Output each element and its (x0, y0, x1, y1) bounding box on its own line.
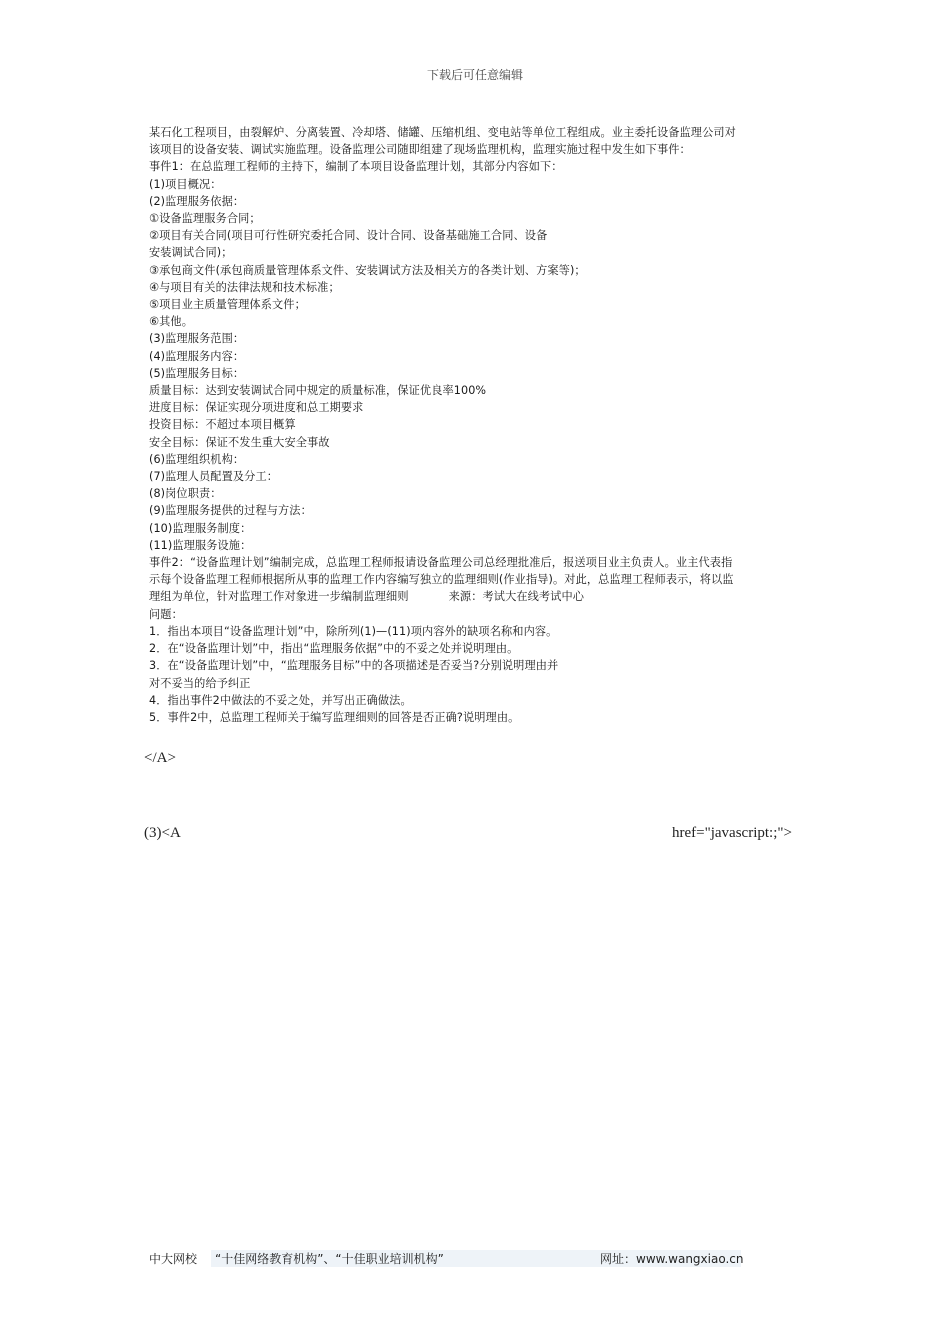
footer-orgs: “十佳网络教育机构”、“十佳职业培训机构” (211, 1250, 741, 1267)
html-close-tag: </A> (144, 750, 176, 766)
paragraph-line: ⑥其他。 (149, 315, 193, 329)
paragraph-line: (6)监理组织机构： (149, 452, 245, 466)
paragraph-line: ③承包商文件(承包商质量管理体系文件、安装调试方法及相关方的各类计划、方案等)； (149, 263, 586, 277)
page-footer (149, 1250, 809, 1268)
paragraph-line: 投资目标：不超过本项目概算 (149, 418, 296, 432)
paragraph-line: (10)监理服务制度： (149, 521, 252, 535)
question-line: 5．事件2中，总监理工程师关于编写监理细则的回答是否正确?说明理由。 (149, 710, 520, 724)
footer-school: 中大网校 (149, 1252, 198, 1266)
paragraph-line: 安装调试合同)； (149, 246, 233, 260)
source-attribution: 来源：考试大在线考试中心 (448, 590, 585, 604)
paragraph-line: (7)监理人员配置及分工： (149, 470, 279, 484)
paragraph-line: ②项目有关合同(项目可行性研究委托合同、设计合同、设备基础施工合同、设备 (149, 229, 548, 243)
document-body (149, 124, 809, 726)
question-line: 对不妥当的给予纠正 (149, 676, 251, 690)
paragraph-line: (3)监理服务范围： (149, 332, 245, 346)
source-line-text: 理组为单位，针对监理工作对象进一步编制监理细则 (149, 590, 409, 604)
paragraph-line: (4)监理服务内容： (149, 349, 245, 363)
question-line: 3．在“设备监理计划”中，“监理服务目标”中的各项描述是否妥当?分别说明理由并 (149, 659, 559, 673)
paragraph-line: ④与项目有关的法律法规和技术标准； (149, 280, 340, 294)
paragraph-line: 事件1：在总监理工程师的主持下，编制了本项目设备监理计划，其部分内容如下： (149, 160, 563, 174)
html-open-tag-left: (3)<A (144, 825, 181, 841)
paragraph-line: (9)监理服务提供的过程与方法： (149, 504, 312, 518)
paragraph-line: 安全目标：保证不发生重大安全事故 (149, 435, 330, 449)
page-header: 下载后可任意编辑 (426, 68, 523, 82)
paragraph-line: 事件2：“设备监理计划”编制完成，总监理工程师报请设备监理公司总经理批准后，报送项目业主负责人。业主代表指 (149, 556, 733, 570)
question-line: 2．在“设备监理计划”中，指出“监理服务依据”中的不妥之处并说明理由。 (149, 642, 519, 656)
paragraph-line: (5)监理服务目标： (149, 366, 245, 380)
paragraph-line: ⑤项目业主质量管理体系文件； (149, 298, 306, 312)
html-open-tag-right: href="javascript:;"> (672, 825, 792, 841)
footer-website: 网址：www.wangxiao.cn (600, 1252, 744, 1266)
question-line: 1．指出本项目“设备监理计划”中，除所列(1)—(11)项内容外的缺项名称和内容。 (149, 624, 558, 638)
paragraph-line: (2)监理服务依据： (149, 194, 245, 208)
paragraph-line: 质量目标：达到安装调试合同中规定的质量标准，保证优良率100% (149, 384, 487, 398)
paragraph-line: 该项目的设备安装、调试实施监理。设备监理公司随即组建了现场监理机构，监理实施过程中发生如下事件： (149, 143, 691, 157)
paragraph-line: 进度目标：保证实现分项进度和总工期要求 (149, 401, 364, 415)
paragraph-line: ①设备监理服务合同； (149, 212, 261, 226)
question-line: 4．指出事件2中做法的不妥之处，并写出正确做法。 (149, 693, 412, 707)
source-line (149, 588, 809, 605)
paragraph-line: 示每个设备监理工程师根据所从事的监理工作内容编写独立的监理细则(作业指导)。对此，总监理工程师表示，将以监 (149, 573, 734, 587)
paragraph-line: (11)监理服务设施： (149, 538, 252, 552)
question-line: 问题： (149, 607, 183, 621)
paragraph-line: (8)岗位职责： (149, 487, 222, 501)
paragraph-line: 某石化工程项目，由裂解炉、分离装置、冷却塔、储罐、压缩机组、变电站等单位工程组成。业主委托设备监理公司对 (149, 126, 736, 139)
paragraph-line: (1)项目概况： (149, 177, 222, 191)
